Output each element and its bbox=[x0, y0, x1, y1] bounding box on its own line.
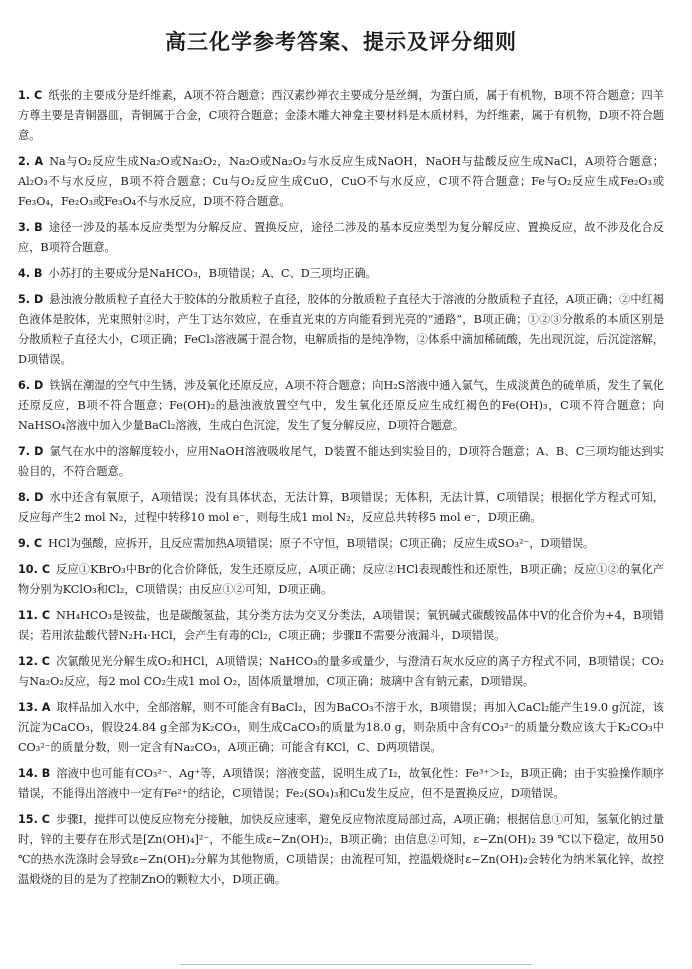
answer-explanation: 反应①KBrO₃中Br的化合价降低，发生还原反应，A项正确；反应②HCl表现酸性和还原性，B项正确；反应①②的氧化产物分别为KClO₃和Cl₂，C项错误；由反应①②可知，D项正确。 bbox=[18, 563, 664, 596]
answer-number: 5. D bbox=[18, 293, 44, 306]
answer-number: 15. C bbox=[18, 813, 50, 826]
answer-number: 14. B bbox=[18, 767, 51, 780]
answer-explanation: HCl为强酸，应拆开，且反应需加热A项错误；原子不守恒，B项错误；C项正确；反应生成SO₃²⁻，D项错误。 bbox=[48, 537, 595, 550]
answer-item bbox=[18, 264, 664, 284]
answer-number: 6. D bbox=[18, 379, 44, 392]
answer-explanation: Na与O₂反应生成Na₂O或Na₂O₂，Na₂O或Na₂O₂与水反应生成NaOH，NaOH与盐酸反应生成NaCl，A项符合题意；Al₂O₃不与水反应，B项不符合题意；Cu与O₂反应生成CuO，CuO不与水反应，C项不符合题意；Fe与O₂反应生成Fe₂O₃或Fe₃O₄，Fe₂O₃或Fe₃O₄不与水反应，D项不符合题意。 bbox=[18, 155, 664, 208]
answer-explanation: 氯气在水中的溶解度较小，应用NaOH溶液吸收尾气，D装置不能达到实验目的，D项符合题意；A、B、C三项均能达到实验目的，不符合题意。 bbox=[18, 445, 664, 478]
answer-item bbox=[18, 290, 664, 370]
answer-item bbox=[18, 534, 664, 554]
answer-number: 11. C bbox=[18, 609, 51, 622]
answer-number: 3. B bbox=[18, 221, 43, 234]
document-title: 高三化学参考答案、提示及评分细则 bbox=[165, 30, 517, 54]
answer-explanation: 溶液中也可能有CO₃²⁻、Ag⁺等，A项错误；溶液变蓝，说明生成了I₂，故氧化性：Fe³⁺＞I₂，B项正确；由于实验操作顺序错误，不能得出溶液中一定有Fe²⁺的结论，C项错误；Fe₂(SO₄)₃和Cu发生反应，但不是置换反应，D项错误。 bbox=[18, 767, 664, 800]
answer-item bbox=[18, 698, 664, 758]
answer-item bbox=[18, 442, 664, 482]
answer-item bbox=[18, 152, 664, 212]
answer-item bbox=[18, 560, 664, 600]
answer-item bbox=[18, 488, 664, 528]
answer-explanation: 途径一涉及的基本反应类型为分解反应、置换反应，途径二涉及的基本反应类型为复分解反应、置换反应，故不涉及化合反应，B项符合题意。 bbox=[18, 221, 664, 254]
answer-item bbox=[18, 86, 664, 146]
answer-explanation: 铁锅在潮湿的空气中生锈，涉及氧化还原反应，A项不符合题意；向H₂S溶液中通入氯气，生成淡黄色的硫单质，发生了氧化还原反应，B项不符合题意；Fe(OH)₂的悬浊液放置空气中，发生氧化还原反应生成红褐色的Fe(OH)₃，C项不符合题意；向NaHSO₄溶液中加入少量BaCl₂溶液，生成白色沉淀，发生了复分解反应，D项符合题意。 bbox=[18, 379, 664, 432]
answer-item bbox=[18, 810, 664, 890]
answer-explanation: 小苏打的主要成分是NaHCO₃，B项错误；A、C、D三项均正确。 bbox=[48, 267, 377, 280]
footer-divider bbox=[180, 964, 532, 965]
answer-number: 13. A bbox=[18, 701, 51, 714]
answer-number: 1. C bbox=[18, 89, 43, 102]
answer-explanation: 次氯酸见光分解生成O₂和HCl，A项错误；NaHCO₃的量多或量少，与澄清石灰水反应的离子方程式不同，B项错误；CO₂与Na₂O₂反应，每2 mol CO₂生成1 mol O₂，固体质量增加，C项正确；玻璃中含有钠元素，D项错误。 bbox=[18, 655, 664, 688]
answer-number: 12. C bbox=[18, 655, 51, 668]
answer-item bbox=[18, 218, 664, 258]
answer-number: 7. D bbox=[18, 445, 44, 458]
answer-number: 2. A bbox=[18, 155, 44, 168]
answer-explanation: 悬浊液分散质粒子直径大于胶体的分散质粒子直径，胶体的分散质粒子直径大于溶液的分散质粒子直径，A项正确；②中红褐色液体是胶体，光束照射②时，产生丁达尔效应，在垂直光束的方向能看到光亮的“通路”，B项正确；①②③分散系的本质区别是分散质粒子直径大小，C项正确；FeCl₃溶液属于混合物，电解质指的是纯净物，②体系中滴加稀硫酸，先出现沉淀，后沉淀溶解，D项错误。 bbox=[18, 293, 664, 366]
answer-item bbox=[18, 652, 664, 692]
answer-item bbox=[18, 606, 664, 646]
answer-explanation: 步骤Ⅰ，搅拌可以使反应物充分接触，加快反应速率，避免反应物浓度局部过高，A项正确；根据信息①可知，氢氧化钠过量时，锌的主要存在形式是[Zn(OH)₄]²⁻，不能生成ε−Zn(OH)₂，B项正确；由信息②可知，ε−Zn(OH)₂ 39 ℃以下稳定，故用50 ℃的热水洗涤时会导致ε−Zn(OH)₂分解为其他物质，C项错误；由流程可知，控温煅烧时ε−Zn(OH)₂会转化为纳米氧化锌，故控温煅烧的目的是为了控制ZnO的颗粒大小，D项正确。 bbox=[18, 813, 664, 886]
answer-list bbox=[18, 86, 664, 890]
answer-number: 8. D bbox=[18, 491, 44, 504]
answer-explanation: 纸张的主要成分是纤维素，A项不符合题意；西汉素纱禅衣主要成分是丝绸，为蛋白质，属于有机物，B项不符合题意；四羊方尊主要是青铜器皿，青铜属于合金，C项符合题意；金漆木雕大神龛主要材料是木质材料，为纤维素，属于有机物，D项不符合题意。 bbox=[18, 89, 664, 142]
answer-explanation: NH₄HCO₃是铵盐，也是碳酸氢盐，其分类方法为交叉分类法，A项错误；氧钒碱式碳酸铵晶体中V的化合价为+4，B项错误；若用浓盐酸代替N₂H₄·HCl，会产生有毒的Cl₂，C项正确；步骤Ⅱ不需要分液漏斗，D项错误。 bbox=[18, 609, 664, 642]
answer-explanation: 取样品加入水中，全部溶解，则不可能含有BaCl₂，因为BaCO₃不溶于水，B项错误；再加入CaCl₂能产生19.0 g沉淀，该沉淀为CaCO₃，假设24.84 g全部为K₂CO₃，则生成CaCO₃的质量为18.0 g，则杂质中含有CO₃²⁻的质量分数应该大于K₂CO₃中CO₃²⁻的质量分数，则一定含有Na₂CO₃，A项正确；可能含有KCl，C、D两项错误。 bbox=[18, 701, 664, 754]
answer-number: 9. C bbox=[18, 537, 43, 550]
answer-number: 10. C bbox=[18, 563, 51, 576]
answer-number: 4. B bbox=[18, 267, 43, 280]
answer-explanation: 水中还含有氧原子，A项错误；没有具体状态，无法计算，B项错误；无体积，无法计算，C项错误；根据化学方程式可知，反应每产生2 mol N₂，过程中转移10 mol e⁻，则每生成1 mol N₂，反应总共转移5 mol e⁻，D项正确。 bbox=[18, 491, 664, 524]
answer-item bbox=[18, 376, 664, 436]
answer-item bbox=[18, 764, 664, 804]
